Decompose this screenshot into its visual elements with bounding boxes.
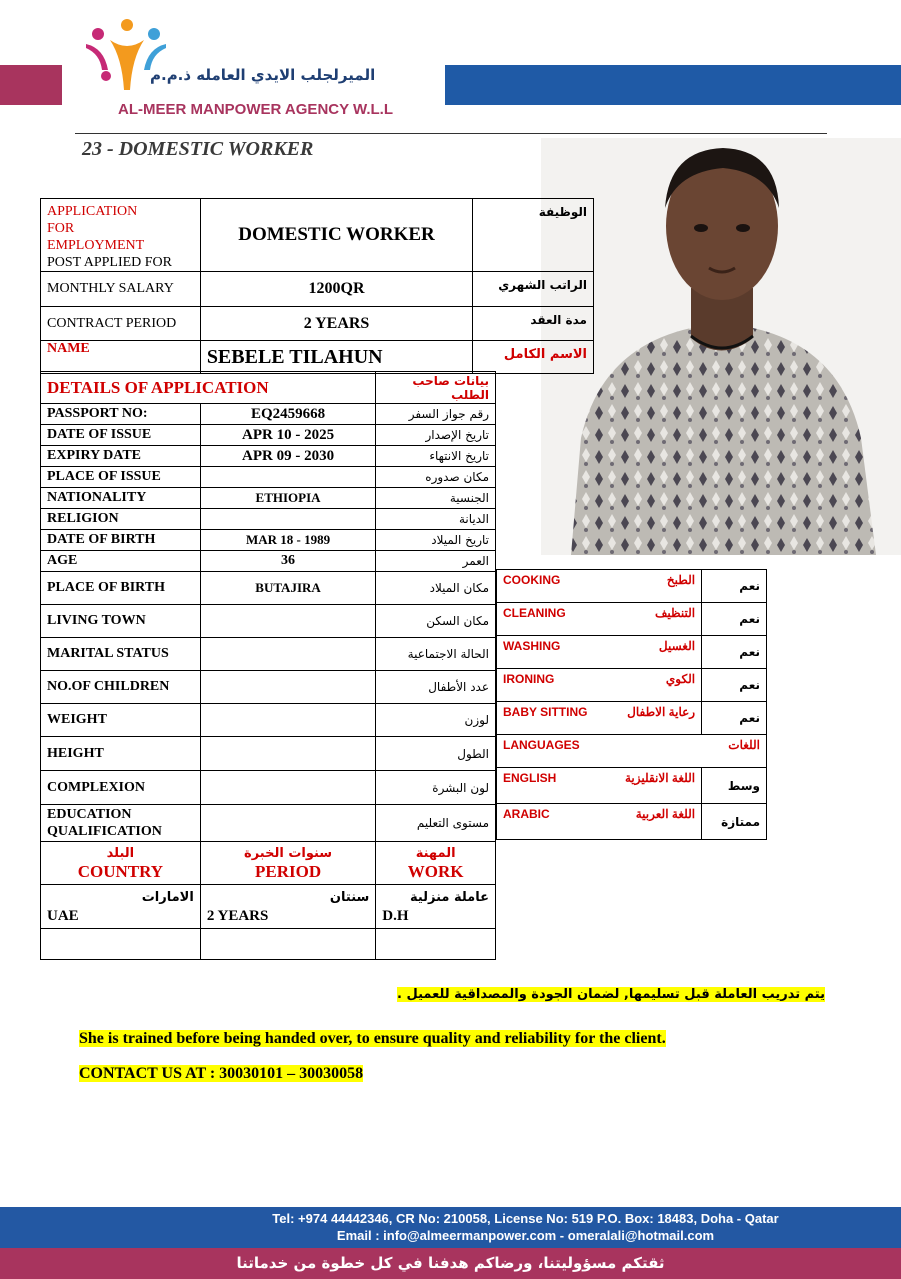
- row-value: APR 10 - 2025: [200, 425, 375, 446]
- language-name: ARABIC: [503, 807, 550, 821]
- row-value: [200, 605, 375, 638]
- header-right-bar: [445, 65, 901, 105]
- experience-work: [376, 885, 496, 929]
- row-label: HEIGHT: [41, 737, 201, 771]
- experience-header-row: [41, 842, 496, 885]
- row-label: DATE OF ISSUE: [41, 425, 201, 446]
- skill-value: نعم: [702, 702, 767, 735]
- experience-country-header: [41, 842, 201, 885]
- languages-header: LANGUAGES: [503, 738, 580, 752]
- row-arabic: عدد الأطفال: [376, 671, 496, 704]
- row-label: COMPLEXION: [41, 771, 201, 805]
- row-label: WEIGHT: [41, 704, 201, 737]
- language-cell: [497, 804, 702, 840]
- row-value: [200, 737, 375, 771]
- row-label: NATIONALITY: [41, 488, 201, 509]
- skill-cell: [497, 702, 702, 735]
- header-divider: [75, 133, 827, 134]
- empty-cell: [200, 929, 375, 960]
- app-label-2: FOR: [47, 221, 75, 236]
- post-applied-value: DOMESTIC WORKER: [200, 199, 472, 272]
- table-row: [41, 530, 496, 551]
- skill-row: [497, 636, 767, 669]
- skill-row: [497, 669, 767, 702]
- country-header-arabic: البلد: [106, 846, 135, 861]
- details-title-arabic: بيانات صاحب الطلب: [376, 372, 496, 404]
- row-label: NO.OF CHILDREN: [41, 671, 201, 704]
- row-arabic: رقم جواز السفر: [376, 404, 496, 425]
- details-table: [40, 371, 496, 960]
- table-row: [41, 605, 496, 638]
- language-level: ممتازة: [702, 804, 767, 840]
- note-english: She is trained before being handed over, to ensure quality and reliability for the client.: [79, 1030, 666, 1047]
- row-label: AGE: [41, 551, 201, 572]
- empty-cell: [41, 929, 201, 960]
- experience-work-header: [376, 842, 496, 885]
- row-arabic: تاريخ الانتهاء: [376, 446, 496, 467]
- row-value: APR 09 - 2030: [200, 446, 375, 467]
- experience-period-header: [200, 842, 375, 885]
- header-left-bar: [0, 65, 62, 105]
- skill-value: نعم: [702, 636, 767, 669]
- skill-cell: [497, 669, 702, 702]
- app-label-1: APPLICATION: [47, 204, 138, 219]
- row-arabic: تاريخ الإصدار: [376, 425, 496, 446]
- row-arabic: مستوى التعليم: [376, 805, 496, 842]
- languages-header-row: [497, 735, 767, 768]
- skill-name-arabic: التنظيف: [654, 606, 696, 620]
- row-value: [200, 771, 375, 805]
- experience-period: [200, 885, 375, 929]
- table-row: [41, 467, 496, 488]
- table-row: [41, 551, 496, 572]
- row-label: EXPIRY DATE: [41, 446, 201, 467]
- language-name-arabic: اللغة العربية: [635, 807, 696, 821]
- row-value: 36: [200, 551, 375, 572]
- row-arabic: تاريخ الميلاد: [376, 530, 496, 551]
- table-row: [41, 737, 496, 771]
- company-name-english: AL-MEER MANPOWER AGENCY W.L.L: [118, 101, 393, 118]
- row-label: PASSPORT NO:: [41, 404, 201, 425]
- company-logo-icon: [80, 18, 175, 96]
- name-arabic: الاسم الكامل: [473, 341, 594, 374]
- row-arabic: الحالة الاجتماعية: [376, 638, 496, 671]
- footer-line-2: Email : info@almeermanpower.com - omeralali@hotmail.com: [336, 1228, 715, 1243]
- experience-period-arabic: سنتان: [329, 889, 370, 905]
- name-value: SEBELE TILAHUN: [200, 341, 472, 374]
- contact-wrap: [79, 1065, 363, 1083]
- row-value: [200, 509, 375, 530]
- table-row: [41, 488, 496, 509]
- skill-cell: [497, 636, 702, 669]
- skill-value: نعم: [702, 669, 767, 702]
- applicant-portrait-icon: [541, 138, 901, 555]
- footer-line-1: Tel: +974 44442346, CR No: 210058, License No: 519 P.O. Box: 18483, Doha - Qatar: [272, 1211, 779, 1226]
- skill-row: [497, 603, 767, 636]
- salary-arabic: الراتب الشهري: [473, 272, 594, 307]
- note-arabic: يتم تدريب العاملة قبل تسليمها, لضمان الجودة والمصداقية للعميل .: [397, 987, 825, 1002]
- skill-name: CLEANING: [503, 606, 566, 620]
- skill-row: [497, 570, 767, 603]
- experience-work-arabic: عاملة منزلية: [409, 889, 489, 905]
- table-row: [41, 572, 496, 605]
- experience-empty-row: [41, 929, 496, 960]
- company-name-arabic: الميرلجلب الايدي العامله ذ.م.م: [150, 66, 376, 84]
- experience-period-value: 2 YEARS: [206, 907, 269, 924]
- table-row: [41, 671, 496, 704]
- row-arabic: العمر: [376, 551, 496, 572]
- skill-name-arabic: الكوي: [665, 672, 696, 686]
- empty-cell: [376, 929, 496, 960]
- languages-header-cell: [497, 735, 767, 768]
- page-title: 23 - DOMESTIC WORKER: [82, 138, 314, 160]
- skill-name: IRONING: [503, 672, 555, 686]
- skill-row: [497, 702, 767, 735]
- skill-name-arabic: الطبخ: [666, 573, 696, 587]
- row-arabic: لون البشرة: [376, 771, 496, 805]
- contract-value: 2 YEARS: [200, 307, 472, 341]
- language-row: [497, 768, 767, 804]
- table-row: [41, 638, 496, 671]
- skill-name-arabic: رعاية الاطفال: [627, 705, 696, 719]
- contact-numbers: CONTACT US AT : 30030101 – 30030058: [79, 1065, 364, 1082]
- row-label: EDUCATION QUALIFICATION: [41, 805, 201, 842]
- job-info-table: [40, 198, 594, 374]
- row-label: PLACE OF ISSUE: [41, 467, 201, 488]
- language-cell: [497, 768, 702, 804]
- row-arabic: مكان صدوره: [376, 467, 496, 488]
- skill-value: نعم: [702, 570, 767, 603]
- salary-label: MONTHLY SALARY: [41, 272, 201, 307]
- skill-value: نعم: [702, 603, 767, 636]
- row-arabic: الجنسية: [376, 488, 496, 509]
- table-row: [41, 404, 496, 425]
- experience-country-value: UAE: [47, 907, 79, 924]
- period-header-arabic: سنوات الخبرة: [244, 846, 333, 861]
- salary-value: 1200QR: [200, 272, 472, 307]
- post-applied-label: POST APPLIED FOR: [47, 255, 173, 270]
- table-row: [41, 509, 496, 530]
- contract-label: CONTRACT PERIOD: [41, 307, 201, 341]
- row-label: PLACE OF BIRTH: [41, 572, 201, 605]
- experience-row: [41, 885, 496, 929]
- skills-table: [496, 569, 767, 840]
- language-name: ENGLISH: [503, 771, 557, 785]
- row-arabic: مكان الميلاد: [376, 572, 496, 605]
- row-label: RELIGION: [41, 509, 201, 530]
- experience-work-value: D.H: [382, 907, 409, 924]
- row-value: MAR 18 - 1989: [200, 530, 375, 551]
- name-label: NAME: [41, 341, 201, 374]
- row-value: BUTAJIRA: [200, 572, 375, 605]
- row-value: [200, 671, 375, 704]
- row-value: [200, 704, 375, 737]
- row-label: DATE OF BIRTH: [41, 530, 201, 551]
- row-value: [200, 805, 375, 842]
- row-arabic: مكان السكن: [376, 605, 496, 638]
- row-value: [200, 467, 375, 488]
- table-row: [41, 771, 496, 805]
- post-applied-label-cell: [41, 199, 201, 272]
- skill-name: BABY SITTING: [503, 705, 588, 719]
- details-title: DETAILS OF APPLICATION: [41, 372, 376, 404]
- experience-country-arabic: الامارات: [141, 889, 194, 905]
- language-name-arabic: اللغة الانقليزية: [624, 771, 696, 785]
- table-row: [41, 805, 496, 842]
- applicant-photo: [541, 138, 901, 555]
- skill-name: COOKING: [503, 573, 561, 587]
- table-row: [41, 704, 496, 737]
- work-header-arabic: المهنة: [415, 846, 456, 861]
- experience-country: [41, 885, 201, 929]
- footer-contact: [0, 1207, 901, 1248]
- app-label-3: EMPLOYMENT: [47, 238, 145, 253]
- skill-name-arabic: الغسيل: [658, 639, 696, 653]
- footer-slogan: ثقتكم مسؤوليتنا، ورضاكم هدفنا في كل خطوة من خدماتنا: [0, 1248, 901, 1279]
- row-label: MARITAL STATUS: [41, 638, 201, 671]
- row-value: EQ2459668: [200, 404, 375, 425]
- country-header: COUNTRY: [77, 862, 164, 881]
- skill-cell: [497, 603, 702, 636]
- languages-header-arabic: اللغات: [728, 738, 760, 752]
- note-english-wrap: [79, 1030, 666, 1048]
- contract-arabic: مدة العقد: [473, 307, 594, 341]
- table-row: [41, 446, 496, 467]
- row-arabic: الطول: [376, 737, 496, 771]
- skill-cell: [497, 570, 702, 603]
- post-applied-arabic: الوظيفة: [473, 199, 594, 272]
- table-row: [41, 425, 496, 446]
- language-level: وسط: [702, 768, 767, 804]
- work-header: WORK: [407, 862, 464, 881]
- row-label: LIVING TOWN: [41, 605, 201, 638]
- period-header: PERIOD: [254, 862, 322, 881]
- language-row: [497, 804, 767, 840]
- row-value: ETHIOPIA: [200, 488, 375, 509]
- row-arabic: الديانة: [376, 509, 496, 530]
- row-value: [200, 638, 375, 671]
- row-arabic: لوزن: [376, 704, 496, 737]
- skill-name: WASHING: [503, 639, 561, 653]
- note-arabic-wrap: [397, 987, 825, 1002]
